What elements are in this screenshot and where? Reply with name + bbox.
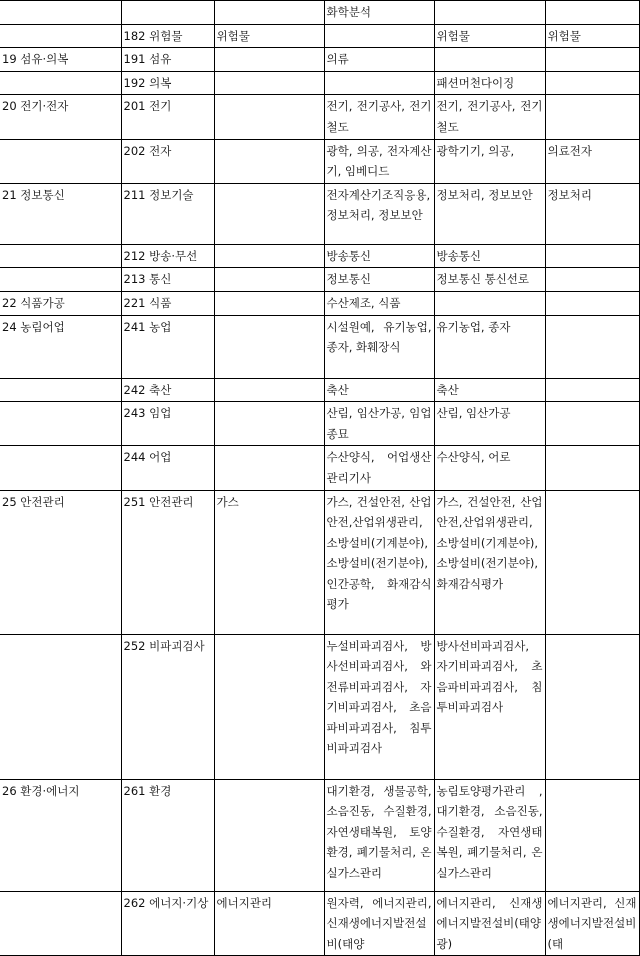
col3-cell: 가스: [214, 490, 324, 634]
field-cell: [0, 1, 121, 25]
col5-cell: 산림, 임산가공: [434, 402, 545, 446]
col4-cell: 원자력, 에너지관리, 신재생에너지발전설비(태양: [324, 891, 434, 956]
col3-cell: [214, 95, 324, 139]
row-262: [0, 891, 639, 956]
field-cell: [0, 244, 121, 268]
row-243: [0, 402, 639, 446]
col5-cell: 정보처리, 정보보안: [434, 183, 545, 244]
row-header-continued: [0, 1, 639, 25]
field-cell: [0, 402, 121, 446]
row-212: [0, 244, 639, 268]
col5-cell: 방사선비파괴검사, 자기비파괴검사, 초음파비파괴검사, 침투비파괴검사: [434, 634, 545, 779]
col6-cell: [545, 71, 639, 95]
col6-cell: [545, 1, 639, 25]
col4-cell: 산림, 임산가공, 임업종묘: [324, 402, 434, 446]
col4-cell: 정보통신: [324, 268, 434, 292]
subfield-cell: 242 축산: [121, 378, 214, 402]
col6-cell: [545, 402, 639, 446]
subfield-cell: 261 환경: [121, 779, 214, 891]
row-192: [0, 71, 639, 95]
field-cell: 24 농림어업: [0, 315, 121, 378]
subfield-cell: 212 방송·무선: [121, 244, 214, 268]
col4-cell: [324, 71, 434, 95]
subfield-cell: 252 비파괴검사: [121, 634, 214, 779]
row-201: [0, 95, 639, 139]
field-cell: 26 환경·에너지: [0, 779, 121, 891]
col5-cell: [434, 1, 545, 25]
field-cell: 19 섬유·의복: [0, 48, 121, 72]
col4-cell: 의류: [324, 48, 434, 72]
col6-cell: [545, 446, 639, 490]
col6-cell: [545, 291, 639, 315]
col5-cell: 정보통신 통신선로: [434, 268, 545, 292]
subfield-cell: 241 농업: [121, 315, 214, 378]
row-252: [0, 634, 639, 779]
field-cell: 25 안전관리: [0, 490, 121, 634]
col4-cell: [324, 24, 434, 48]
subfield-cell: 221 식품: [121, 291, 214, 315]
field-cell: [0, 378, 121, 402]
row-261: [0, 779, 639, 891]
field-cell: [0, 634, 121, 779]
row-251: [0, 490, 639, 634]
row-241: [0, 315, 639, 378]
col4-cell: 방송통신: [324, 244, 434, 268]
col6-cell: [545, 378, 639, 402]
col5-cell: [434, 48, 545, 72]
col3-cell: [214, 268, 324, 292]
subfield-cell: 262 에너지·기상: [121, 891, 214, 956]
col5-cell: [434, 291, 545, 315]
col3-cell: [214, 291, 324, 315]
row-242: [0, 378, 639, 402]
col5-cell: 수산양식, 어로: [434, 446, 545, 490]
col3-cell: [214, 402, 324, 446]
row-202: [0, 139, 639, 183]
subfield-cell: 213 통신: [121, 268, 214, 292]
col6-cell: [545, 634, 639, 779]
col6-cell: 위험물: [545, 24, 639, 48]
col3-cell: [214, 71, 324, 95]
col4-cell: 전기, 전기공사, 전기철도: [324, 95, 434, 139]
col6-cell: [545, 95, 639, 139]
field-cell: 21 정보통신: [0, 183, 121, 244]
subfield-cell: 251 안전관리: [121, 490, 214, 634]
col6-cell: 의료전자: [545, 139, 639, 183]
col4-cell: 전자계산기조직응용, 정보처리, 정보보안: [324, 183, 434, 244]
subfield-cell: [121, 1, 214, 25]
col3-cell: [214, 779, 324, 891]
col6-cell: [545, 48, 639, 72]
col3-cell: [214, 315, 324, 378]
subfield-cell: 244 어업: [121, 446, 214, 490]
col6-cell: 정보처리: [545, 183, 639, 244]
subfield-cell: 192 의복: [121, 71, 214, 95]
col3-cell: [214, 139, 324, 183]
col6-cell: [545, 315, 639, 378]
row-211: [0, 183, 639, 244]
row-191: [0, 48, 639, 72]
col3-cell: 에너지관리: [214, 891, 324, 956]
col4-cell: 수산양식, 어업생산관리기사: [324, 446, 434, 490]
col3-cell: [214, 634, 324, 779]
col6-cell: [545, 779, 639, 891]
col6-cell: [545, 268, 639, 292]
col3-cell: [214, 244, 324, 268]
col4-cell: 누설비파괴검사, 방사선비파괴검사, 와전류비파괴검사, 자기비파괴검사, 초음파비파괴검사, 침투비파괴검사: [324, 634, 434, 779]
field-cell: 20 전기·전자: [0, 95, 121, 139]
col4-cell: 광학, 의공, 전자계산기, 임베디드: [324, 139, 434, 183]
col5-cell: 위험물: [434, 24, 545, 48]
field-cell: [0, 139, 121, 183]
col5-cell: 방송통신: [434, 244, 545, 268]
subfield-cell: 182 위험물: [121, 24, 214, 48]
col5-cell: 농림토양평가관리 ,대기환경, 소음진동, 수질환경, 자연생태복원, 폐기물처리, 온실가스관리: [434, 779, 545, 891]
field-cell: [0, 446, 121, 490]
col3-cell: [214, 446, 324, 490]
col4-cell: 시설원예, 유기농업, 종자, 화훼장식: [324, 315, 434, 378]
col6-cell: [545, 490, 639, 634]
col6-cell: [545, 244, 639, 268]
col6-cell: 에너지관리, 신재생에너지발전설비(태: [545, 891, 639, 956]
col5-cell: 가스, 건설안전, 산업안전,산업위생관리, 소방설비(기계분야), 소방설비(전기분야), 화재감식평가: [434, 490, 545, 634]
row-221: [0, 291, 639, 315]
subfield-cell: 211 정보기술: [121, 183, 214, 244]
col4-cell: 축산: [324, 378, 434, 402]
subfield-cell: 202 전자: [121, 139, 214, 183]
col5-cell: 에너지관리, 신재생에너지발전설비(태양광): [434, 891, 545, 956]
row-header-182: [0, 24, 639, 48]
col3-cell: [214, 378, 324, 402]
subfield-cell: 201 전기: [121, 95, 214, 139]
field-cell: [0, 71, 121, 95]
field-cell: 22 식품가공: [0, 291, 121, 315]
field-cell: [0, 24, 121, 48]
col3-cell: 위험물: [214, 24, 324, 48]
subfield-cell: 191 섬유: [121, 48, 214, 72]
field-cell: [0, 891, 121, 956]
col5-cell: 광학기기, 의공,: [434, 139, 545, 183]
col3-cell: [214, 48, 324, 72]
col4-cell: 가스, 건설안전, 산업안전,산업위생관리, 소방설비(기계분야), 소방설비(전기분야), 인간공학, 화재감식평가: [324, 490, 434, 634]
col3-cell: [214, 183, 324, 244]
col5-cell: 유기농업, 종자: [434, 315, 545, 378]
col5-cell: 패션머천다이징: [434, 71, 545, 95]
col3-cell: [214, 1, 324, 25]
row-213: [0, 268, 639, 292]
col4-cell: 수산제조, 식품: [324, 291, 434, 315]
col5-cell: 전기, 전기공사, 전기철도: [434, 95, 545, 139]
field-cell: [0, 268, 121, 292]
col4-cell: 화학분석: [324, 1, 434, 25]
col5-cell: 축산: [434, 378, 545, 402]
subfield-cell: 243 임업: [121, 402, 214, 446]
row-244: [0, 446, 639, 490]
col4-cell: 대기환경, 생물공학, 소음진동, 수질환경, 자연생태복원, 토양환경, 폐기물처리, 온실가스관리: [324, 779, 434, 891]
